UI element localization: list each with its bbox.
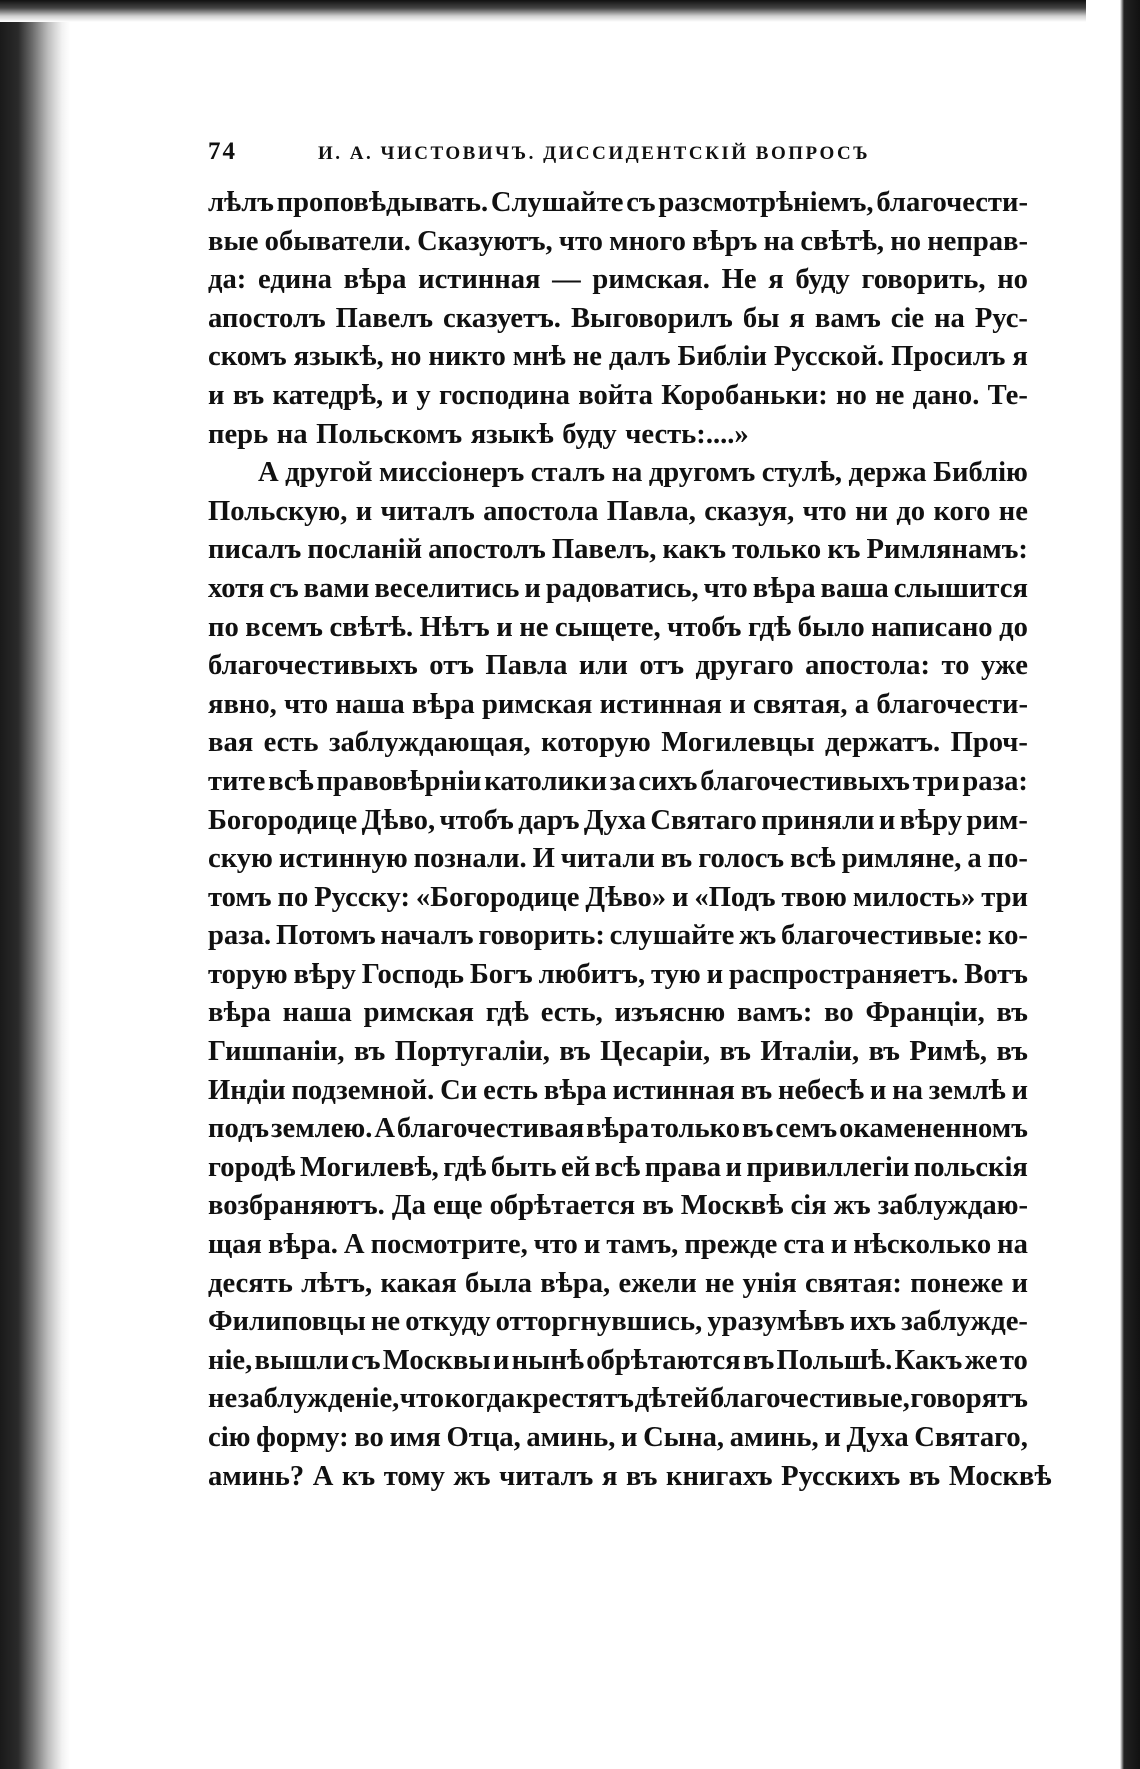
text-line: Филиповцы не откуду отторгнувшись, уразумѣвъ ихъ заблужде- bbox=[208, 1306, 1028, 1338]
text-line: десять лѣтъ, какая была вѣра, ежели не унія святая: понеже и bbox=[208, 1267, 1028, 1299]
paragraph bbox=[208, 184, 1028, 454]
text-line: скомъ языкѣ, но никто мнѣ не далъ Библіи Русской. Просилъ я bbox=[208, 341, 1028, 373]
scan-shadow-right bbox=[1086, 0, 1140, 1769]
text-line: вая есть заблуждающая, которую Могилевцы держатъ. Проч- bbox=[208, 727, 1028, 759]
text-line: хотя съ вами веселитись и радоватись, что вѣра ваша слышится bbox=[208, 572, 1028, 604]
scan-shadow-left bbox=[0, 0, 70, 1769]
text-line: явно, что наша вѣра римская истинная и святая, а благочести- bbox=[208, 688, 1028, 720]
text-line: Гишпаніи, въ Португаліи, въ Цесаріи, въ Италіи, въ Римѣ, въ bbox=[208, 1036, 1028, 1068]
scan-shadow-top bbox=[0, 0, 1140, 22]
text-line: и въ катедрѣ, и у господина войта Коробаньки: но не дано. Те- bbox=[208, 379, 1028, 411]
running-head: И. А. ЧИСТОВИЧЪ. ДИССИДЕНТСКІЙ ВОПРОСЪ bbox=[318, 143, 871, 164]
text-line: городѣ Могилевѣ, гдѣ быть ей всѣ права и привиллегіи польскія bbox=[208, 1151, 1028, 1183]
text-line: А другой миссіонеръ сталъ на другомъ стулѣ, держа Библію bbox=[258, 457, 1028, 489]
text-line: писалъ посланій апостолъ Павелъ, какъ только къ Римлянамъ: bbox=[208, 534, 1028, 566]
text-line: томъ по Русску: «Богородице Дѣво» и «Подъ твою милость» три bbox=[208, 881, 1028, 913]
text-line: по всемъ свѣтѣ. Нѣтъ и не сыщете, чтобъ гдѣ было написано до bbox=[208, 611, 1028, 643]
page-number: 74 bbox=[208, 138, 237, 165]
text-line: аминь? А къ тому жъ читалъ я въ книгахъ Русскихъ въ Москвѣ bbox=[208, 1460, 1052, 1492]
text-line: благочестивыхъ отъ Павла или отъ другаго апостола: то уже bbox=[208, 650, 1028, 682]
text-line: не заблужденіе, что когда крестятъ дѣтей благочестивые, говорятъ bbox=[208, 1383, 1028, 1415]
text-line: торую вѣру Господь Богъ любитъ, тую и распространяетъ. Вотъ bbox=[208, 958, 1028, 990]
text-line: скую истинную познали. И читали въ голосъ всѣ римляне, а по- bbox=[208, 843, 1028, 875]
text-line: Индіи подземной. Си есть вѣра истинная въ небесѣ и на землѣ и bbox=[208, 1074, 1028, 1106]
text-line: ніе, вышли съ Москвы и нынѣ обрѣтаются въ Польшѣ. Какъ же то bbox=[208, 1344, 1028, 1376]
text-line: да: едина вѣра истинная — римская. Не я буду говорить, но bbox=[208, 264, 1028, 296]
text-line: перь на Польскомъ языкѣ буду честь:....» bbox=[208, 418, 749, 450]
body-text bbox=[208, 184, 1052, 1496]
text-line: лѣлъ проповѣдывать. Слушайте съ разсмотрѣніемъ, благочести- bbox=[208, 187, 1028, 218]
text-line: возбраняютъ. Да еще обрѣтается въ Москвѣ сія жъ заблуждаю- bbox=[208, 1190, 1028, 1222]
text-line: щая вѣра. А посмотрите, что и тамъ, прежде ста и нѣсколько на bbox=[208, 1229, 1028, 1261]
text-line: апостолъ Павелъ сказуетъ. Выговорилъ бы я вамъ сіе на Рус- bbox=[208, 302, 1028, 334]
text-line: Польскую, и читалъ апостола Павла, сказуя, что ни до кого не bbox=[208, 495, 1028, 527]
page-header bbox=[208, 138, 1028, 178]
text-line: вые обыватели. Сказуютъ, что много вѣръ на свѣтѣ, но неправ- bbox=[208, 225, 1028, 257]
book-page bbox=[208, 138, 1052, 1496]
text-line: подъ землею. А благочестивая вѣра только въ семъ окамененномъ bbox=[208, 1113, 1028, 1145]
text-line: тите всѣ правовѣрніи католики за сихъ благочестивыхъ три раза: bbox=[208, 765, 1028, 797]
text-line: раза. Потомъ началъ говорить: слушайте жъ благочестивые: ко- bbox=[208, 920, 1028, 952]
paragraph bbox=[208, 454, 1052, 1496]
text-line: вѣра наша римская гдѣ есть, изъясню вамъ: во Франціи, въ bbox=[208, 997, 1028, 1029]
text-line: сію форму: во имя Отца, аминь, и Сына, аминь, и Духа Святаго, bbox=[208, 1422, 1028, 1453]
text-line: Богородице Дѣво, чтобъ даръ Духа Святаго приняли и вѣру рим- bbox=[208, 804, 1028, 836]
